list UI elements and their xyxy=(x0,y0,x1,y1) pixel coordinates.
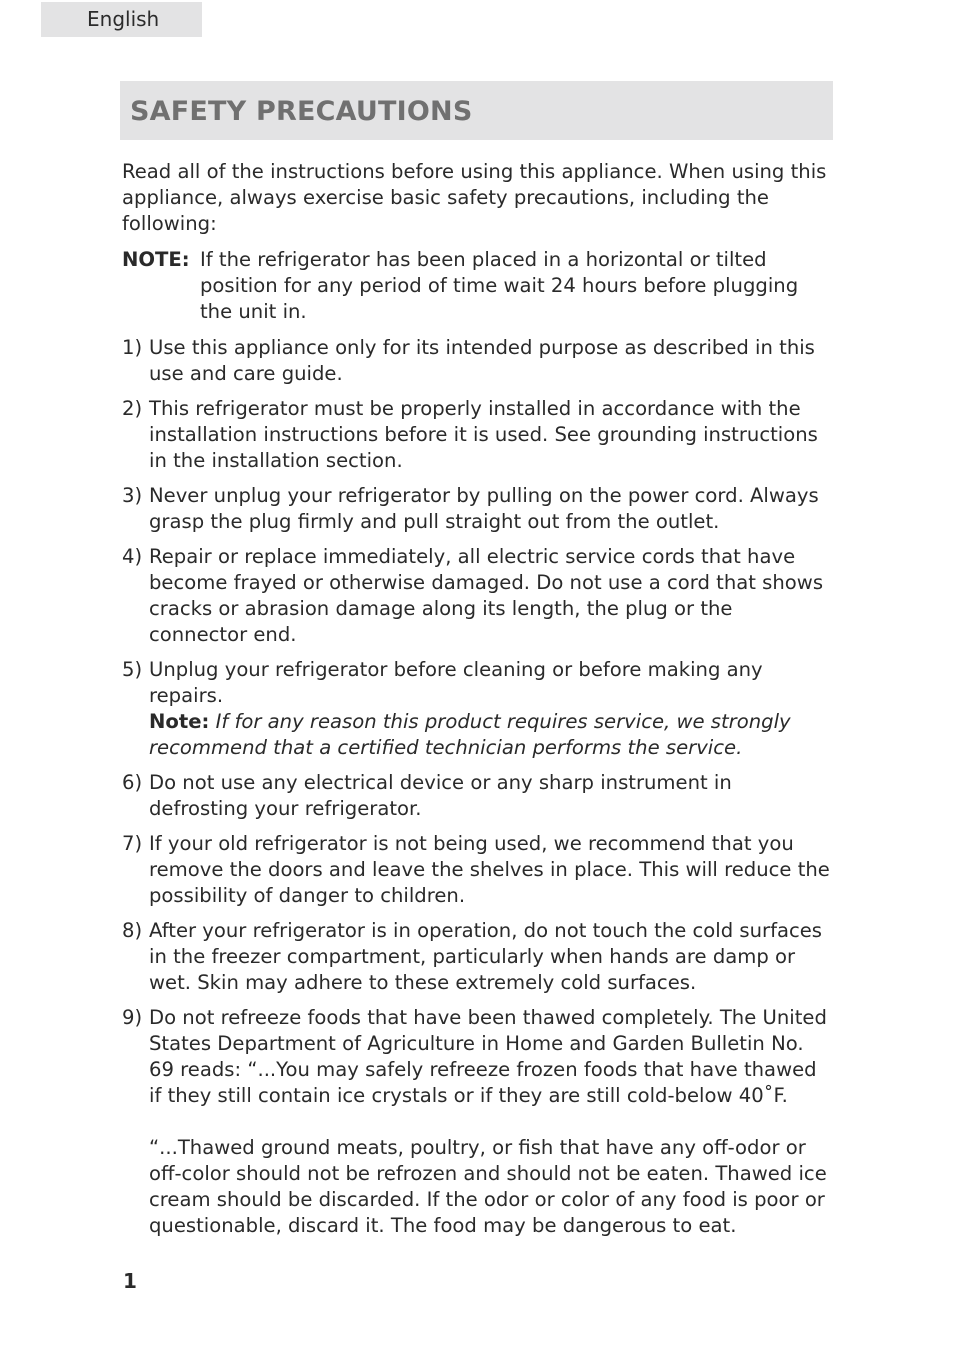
list-item-text: After your refrigerator is in operation, do not touch the cold surfaces in the freezer compartment, particularly when hands are damp or wet. Skin may adhere to these extremely cold surfaces. xyxy=(149,919,823,994)
page-number: 1 xyxy=(123,1269,137,1293)
list-item-text: Unplug your refrigerator before cleaning or before making any repairs. xyxy=(149,658,763,707)
list-item xyxy=(122,657,834,761)
list-item-number: 3) xyxy=(122,484,143,507)
page-title: SAFETY PRECAUTIONS xyxy=(130,96,473,127)
list-item-number: 4) xyxy=(122,545,143,568)
list-item-number: 5) xyxy=(122,658,143,681)
list-item xyxy=(122,1005,834,1239)
list-item xyxy=(122,396,834,474)
list-item-text: Use this appliance only for its intended purpose as described in this use and care guide. xyxy=(149,336,815,385)
list-item xyxy=(122,335,834,387)
list-item-number: 7) xyxy=(122,832,143,855)
list-item-text: Do not refreeze foods that have been thawed completely. The United States Department of Agriculture in Home and Garden Bulletin No. 69 reads: “...You may safely refreeze frozen foods that have thawed if they still contain ice crystals or if they are still cold-below 40˚F. xyxy=(149,1006,827,1107)
list-item-number: 9) xyxy=(122,1006,143,1029)
service-note-text: If for any reason this product requires service, we strongly recommend that a certified technician performs the service. xyxy=(149,710,791,759)
note-label: NOTE: xyxy=(122,248,190,271)
document-body xyxy=(122,159,834,1248)
list-item xyxy=(122,770,834,822)
service-note-label: Note: xyxy=(149,710,210,733)
list-item-text: If your old refrigerator is not being used, we recommend that you remove the doors and leave the shelves in place. This will reduce the possibility of danger to children. xyxy=(149,832,830,907)
list-item xyxy=(122,544,834,648)
list-item-number: 1) xyxy=(122,336,143,359)
list-item xyxy=(122,483,834,535)
list-item xyxy=(122,831,834,909)
note-text: If the refrigerator has been placed in a horizontal or tilted position for any period of time wait 24 hours before plugging the unit in. xyxy=(200,248,799,323)
language-tab xyxy=(41,2,202,37)
list-item xyxy=(122,918,834,996)
list-item-number: 6) xyxy=(122,771,143,794)
note-block xyxy=(122,247,834,325)
list-item-text: Never unplug your refrigerator by pulling on the power cord. Always grasp the plug firmly and pull straight out from the outlet. xyxy=(149,484,819,533)
list-item-number: 8) xyxy=(122,919,143,942)
usda-quote: “...Thawed ground meats, poultry, or fish that have any off-odor or off-color should not be refrozen and should not be eaten. Thawed ice cream should be discarded. If the odor or color of any food is poor or questionable, discard it. The food may be dangerous to eat. xyxy=(149,1136,827,1237)
list-item-text: Repair or replace immediately, all electric service cords that have become frayed or otherwise damaged. Do not use a cord that shows cracks or abrasion damage along its length, the plug or the connector end. xyxy=(149,545,824,646)
section-title-bar xyxy=(120,81,833,140)
list-item-text: This refrigerator must be properly installed in accordance with the installation instructions before it is used. See grounding instructions in the installation section. xyxy=(149,397,818,472)
list-item-number: 2) xyxy=(122,397,143,420)
language-label: English xyxy=(87,7,160,31)
list-item-text: Do not use any electrical device or any sharp instrument in defrosting your refrigerator. xyxy=(149,771,732,820)
intro-paragraph: Read all of the instructions before using this appliance. When using this appliance, always exercise basic safety precautions, including the following: xyxy=(122,160,827,235)
